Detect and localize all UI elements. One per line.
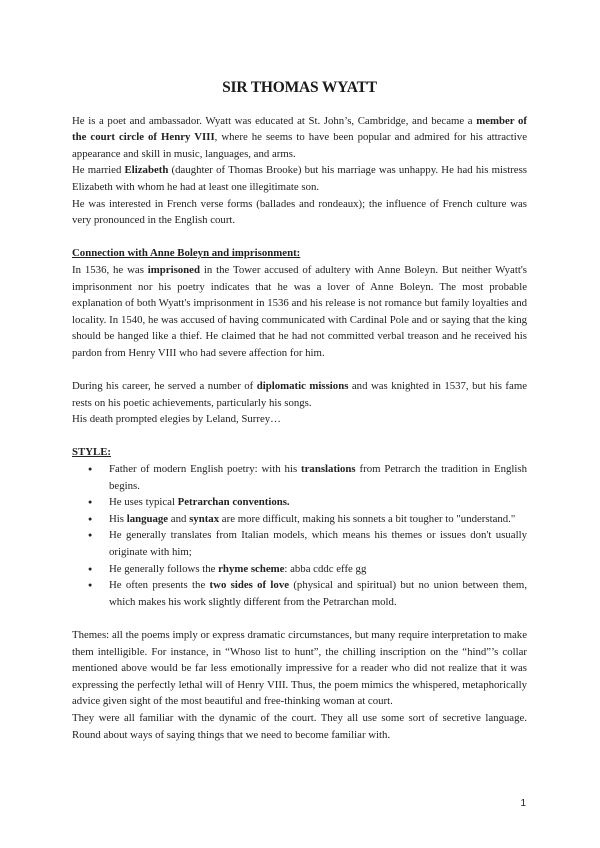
connection-text: In 1536, he was: [72, 263, 148, 276]
career-paragraph-1: [72, 378, 527, 411]
section-heading-style: STYLE:: [72, 446, 112, 459]
bullet-text: His: [109, 512, 127, 525]
section-heading-connection: Connection with Anne Boleyn and imprisonment:: [72, 247, 301, 260]
career-paragraph-2: His death prompted elegies by Leland, Surrey…: [72, 413, 281, 426]
career-bold: diplomatic missions: [256, 380, 349, 393]
intro-paragraph-1: [72, 113, 527, 163]
style-bullet-list: [72, 461, 527, 610]
list-item: ● He generally translates from Italian models, which means his themes or issues don't usually originate with him;: [109, 527, 527, 560]
list-item: [109, 494, 527, 511]
bullet-text: He uses typical: [109, 496, 178, 509]
bullet-text: and: [168, 512, 190, 525]
bullet-bold: Petrarchan conventions.: [177, 496, 290, 509]
connection-bold: imprisoned: [147, 263, 200, 276]
connection-paragraph: [72, 262, 527, 362]
intro-text: He is a poet and ambassador. Wyatt was educated at St. John’s, Cambridge, and became a: [72, 114, 477, 127]
page-title: SIR THOMAS WYATT: [222, 79, 377, 96]
bullet-text: from Petrarch the tradition in English begins.: [109, 463, 527, 492]
bullet-bold: translations: [301, 463, 356, 476]
bullet-text: He generally follows the: [109, 562, 219, 575]
list-item: [109, 511, 527, 528]
list-item: [109, 461, 527, 494]
intro-bold: Elizabeth: [124, 164, 169, 177]
connection-text: in the Tower accused of adultery with Anne Boleyn. But neither Wyatt's imprisonment nor his poetry indicates that he was a lover of Anne Boleyn. The most probable explanation of both Wyatt's imprisonment in 1536 and his release is not romance but family loyalties and locality. In 1540, he was accused of having communicated with Cardinal Pole and or saying that the king should be hanged like a thief. He claimed that he had not committed verbal treason and he received his pardon from Henry VIII who had severe affection for him.: [72, 263, 527, 359]
bullet-text: are more difficult, making his sonnets a bit tougher to "understand.": [219, 512, 516, 525]
page-number: 1: [520, 798, 526, 809]
career-text: During his career, he served a number of: [72, 380, 257, 393]
intro-paragraph-2: [72, 162, 527, 195]
bullet-text: He often presents the: [109, 579, 210, 592]
bullet-text: (physical and spiritual) but no union between them, which makes his work slightly different from the Petrarchan mold.: [109, 579, 528, 608]
intro-text: (daughter of Thomas Brooke) but his marriage was unhappy. He had his mistress Elizabeth with whom he had at least one illegitimate son.: [72, 164, 528, 193]
bullet-bold: two sides of love: [209, 579, 290, 592]
intro-paragraph-3: He was interested in French verse forms (ballades and rondeaux); the influence of French culture was very pronounced in the English court.: [72, 197, 527, 227]
intro-bold: member of the court circle of Henry VIII: [72, 114, 527, 144]
bullet-text: Father of modern English poetry: with his: [109, 463, 302, 476]
list-item: [109, 577, 527, 610]
bullet-bold: syntax: [189, 512, 220, 525]
intro-text: He married: [72, 164, 125, 177]
document-body: [72, 80, 527, 743]
intro-text: , where he seems to have been popular and admired for his attractive appearance and skill in music, languages, and arms.: [72, 131, 527, 160]
bullet-bold: language: [126, 512, 169, 525]
career-text: and was knighted in 1537, but his fame rests on his poetic achievements, particularly his songs.: [72, 380, 528, 409]
themes-paragraph-1: Themes: all the poems imply or express dramatic circumstances, but many require interpretation to make them intelligible. For instance, in “Whoso list to hunt”, the chilling inscription on the “hind”’s collar mentioned above would be far less emotionally impressive for a reader who did not realize that it was expressing the perfectly lethal will of Henry VIII. Thus, the poem mimics the whispered, metaphorically advice given sight of the most beautiful and free-thinking woman at court.: [72, 629, 527, 708]
bullet-bold: rhyme scheme: [218, 562, 285, 575]
bullet-text: : abba cddc effe gg: [284, 562, 367, 575]
list-item: [109, 561, 527, 578]
themes-paragraph-2: They were all familiar with the dynamic of the court. They all use some sort of secretive language. Round about ways of saying things that we need to become familiar with.: [72, 711, 527, 741]
